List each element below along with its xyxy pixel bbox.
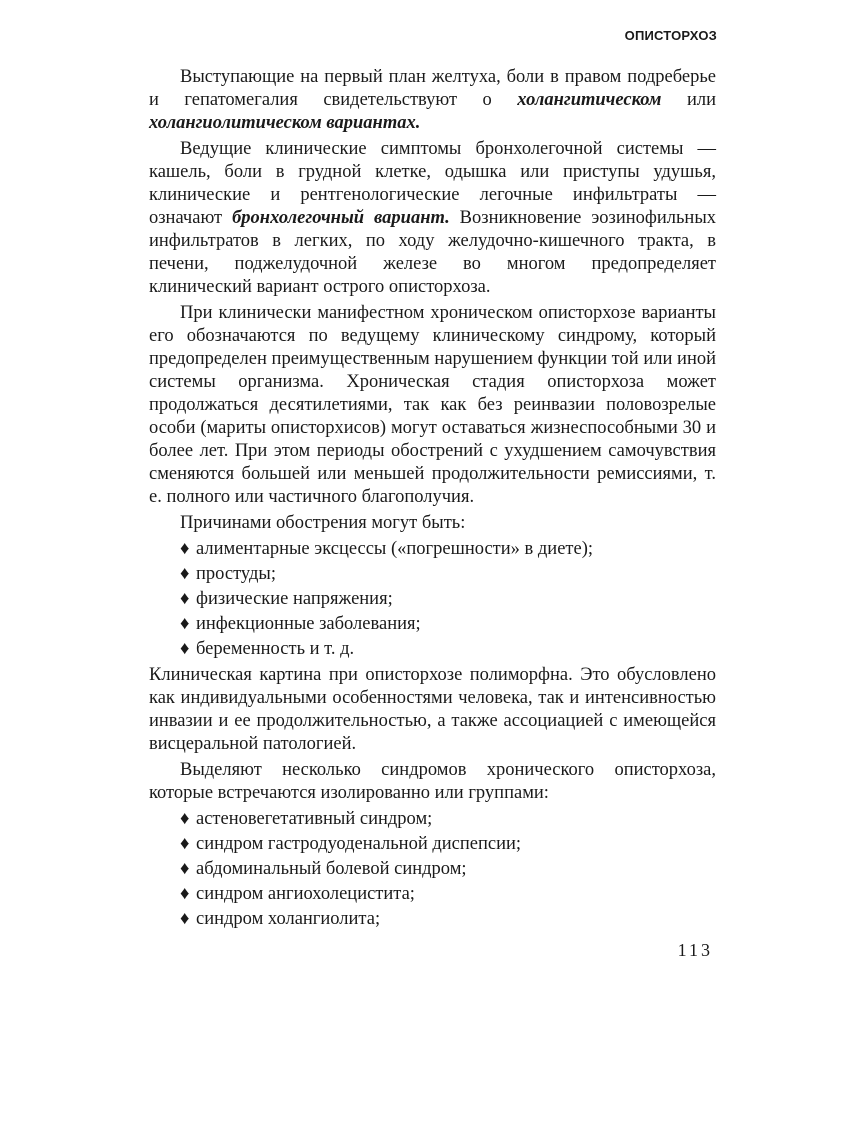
paragraph-text: Возникновение эозинофильных инфильтратов в легких, по ходу желудочно-кишечного тракта, в печени, поджелудочной железе во многом предопределяет клинический вариант острого описторхоза. <box>149 208 717 297</box>
list-item <box>180 908 716 931</box>
paragraph-exacerbation-causes-intro: Причинами обострения могут быть: <box>180 513 466 533</box>
list-item <box>180 808 716 831</box>
running-title: ОПИСТОРХОЗ <box>624 28 717 43</box>
list-item-text: беременность и т. д. <box>196 639 355 659</box>
list-item <box>180 613 716 636</box>
page-number: 113 <box>677 940 713 960</box>
paragraph-syndromes-intro: Выделяют несколько синдромов хронического описторхоза, которые встречаются изолированно или группами: <box>149 760 716 803</box>
diamond-bullet-icon: ♦ <box>180 564 190 584</box>
paragraph-cholangitic-variant <box>149 66 716 135</box>
list-item-text: инфекционные заболевания; <box>196 614 421 634</box>
list-item <box>180 858 716 881</box>
list-item-text: синдром гастродуоденальной диспепсии; <box>196 834 522 854</box>
list-item-text: синдром ангиохолецистита; <box>196 884 415 904</box>
list-item-text: астеновегетативный синдром; <box>196 809 433 829</box>
diamond-bullet-icon: ♦ <box>180 589 190 609</box>
diamond-bullet-icon: ♦ <box>180 639 190 659</box>
diamond-bullet-icon: ♦ <box>180 539 190 559</box>
diamond-bullet-icon: ♦ <box>180 614 190 634</box>
paragraph-text: Ведущие клинические симптомы бронхолегочной системы — кашель, боли в грудной клетке, одышка или приступы удушья, клинические и рентгенологические легочные инфильтраты — означают <box>149 139 716 228</box>
list-item-text: простуды; <box>196 564 276 584</box>
paragraph-chronic-stage: При клинически манифестном хроническом описторхозе варианты его обозначаются по ведущему клиническому синдрому, который предопределен преимущественным нарушением функции той или иной системы организма. Хроническая стадия описторхоза может продолжаться десятилетиями, так как без реинвазии половозрелые особи (мариты описторхисов) могут оставаться жизнеспособными 30 и более лет. При этом периоды обострений с ухудшением самочувствия сменяются большей или меньшей продолжительности ремиссиями, т. е. полного или частичного благополучия. <box>149 303 716 507</box>
paragraph-bronchopulmonary-variant <box>149 138 716 299</box>
diamond-bullet-icon: ♦ <box>180 859 190 879</box>
list-item <box>180 563 716 586</box>
emphasis-term: холангиолитическом вариантах. <box>149 113 421 133</box>
emphasis-term: холангитическом <box>517 90 662 110</box>
list-item-text: алиментарные эксцессы («погрешности» в диете); <box>196 539 594 559</box>
list-item-text: абдоминальный болевой синдром; <box>196 859 467 879</box>
paragraph-text: Выступающие на первый план желтуха, боли в правом подреберье и гепатомегалия свидетельствуют о <box>149 67 716 110</box>
syndromes-list <box>149 808 716 931</box>
paragraph-clinical-picture: Клиническая картина при описторхозе полиморфна. Это обусловлено как индивидуальными особенностями человека, так и интенсивностью инвазии и ее продолжительностью, а также ассоциацией с имеющейся висцеральной патологией. <box>149 665 716 754</box>
list-item <box>180 538 716 561</box>
paragraph-text: или <box>661 90 716 110</box>
emphasis-term: бронхолегочный вариант. <box>232 208 450 228</box>
diamond-bullet-icon: ♦ <box>180 884 190 904</box>
list-item <box>180 833 716 856</box>
diamond-bullet-icon: ♦ <box>180 909 190 929</box>
diamond-bullet-icon: ♦ <box>180 809 190 829</box>
body-text <box>149 66 716 934</box>
list-item-text: синдром холангиолита; <box>196 909 381 929</box>
list-item-text: физические напряжения; <box>196 589 393 609</box>
list-item <box>180 638 716 661</box>
list-item <box>180 588 716 611</box>
diamond-bullet-icon: ♦ <box>180 834 190 854</box>
exacerbation-causes-list <box>149 538 716 661</box>
list-item <box>180 883 716 906</box>
